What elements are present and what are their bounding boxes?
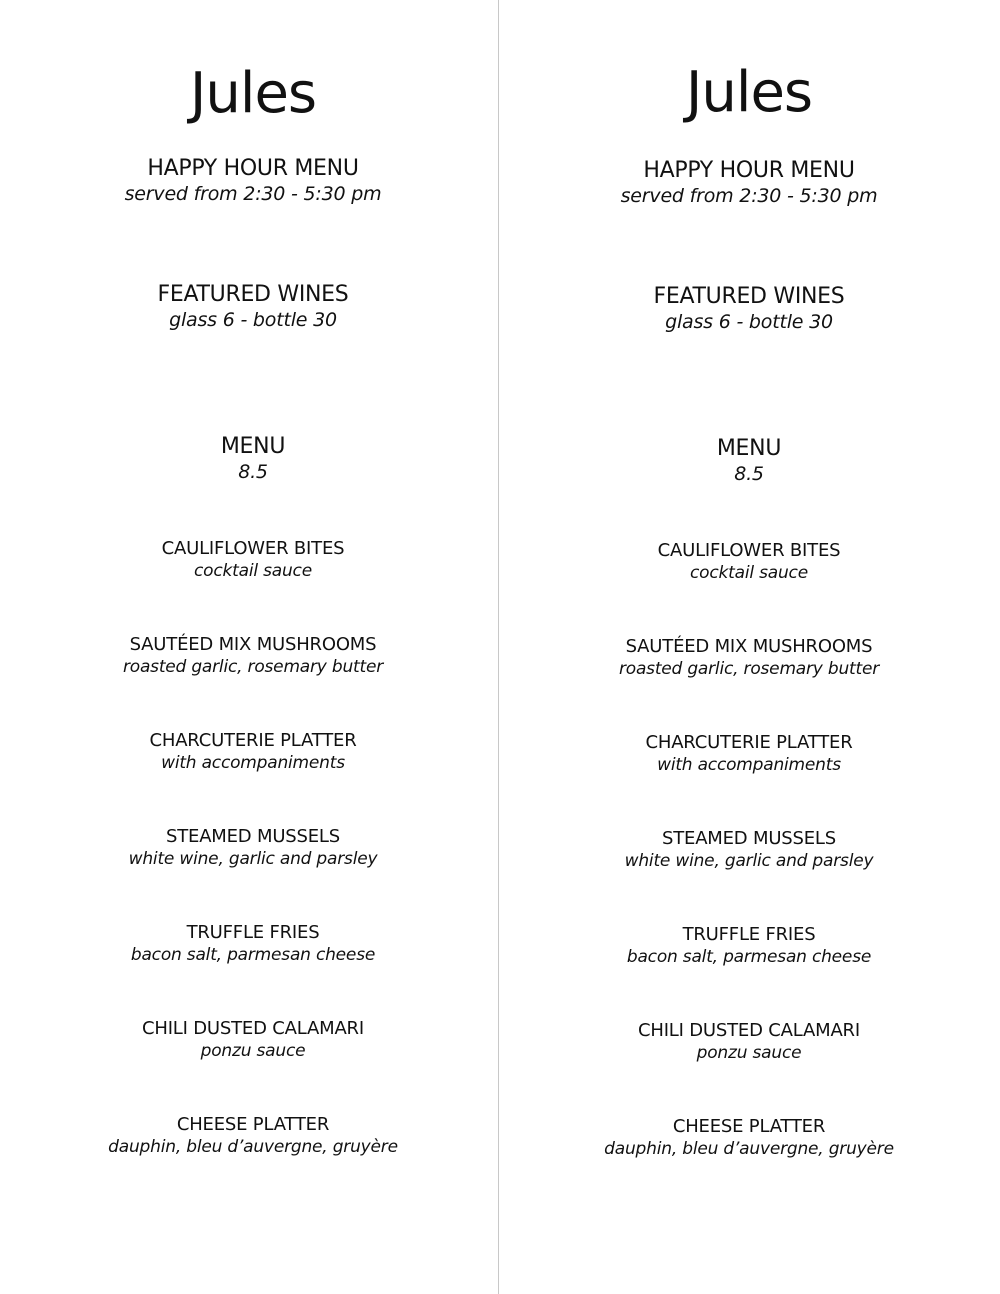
menu-item-name: CAULIFLOWER BITES <box>161 538 345 559</box>
menu-item-name: SAUTÉED MIX MUSHROOMS <box>625 636 873 657</box>
menu-item <box>500 924 998 968</box>
happy-hour-title: HAPPY HOUR MENU <box>147 156 359 181</box>
restaurant-name: Jules <box>189 61 317 126</box>
menu-item <box>4 1114 502 1158</box>
menu-title: MENU <box>716 436 782 461</box>
menu-item-name: TRUFFLE FRIES <box>186 922 320 943</box>
menu-item-description: roasted garlic, rosemary butter <box>618 659 880 679</box>
menu-item-name: CHILI DUSTED CALAMARI <box>142 1018 364 1039</box>
menu-item <box>4 922 502 966</box>
menu-item <box>4 634 502 678</box>
menu-panel-left <box>4 0 502 1294</box>
menu-panel-right <box>500 0 998 1294</box>
menu-item-name: STEAMED MUSSELS <box>166 826 340 847</box>
featured-wines-section <box>4 282 502 332</box>
menu-section-header <box>4 434 502 484</box>
featured-wines-title: FEATURED WINES <box>157 282 349 307</box>
menu-item <box>500 828 998 872</box>
happy-hour-section <box>500 158 998 208</box>
menu-item-description: roasted garlic, rosemary butter <box>122 657 384 677</box>
menu-item-name: CAULIFLOWER BITES <box>657 540 841 561</box>
menu-item <box>4 1018 502 1062</box>
menu-item-name: CHARCUTERIE PLATTER <box>149 730 357 751</box>
menu-item <box>500 636 998 680</box>
menu-item-description: ponzu sauce <box>696 1043 802 1063</box>
menu-item <box>500 732 998 776</box>
menu-item-description: cocktail sauce <box>194 561 312 581</box>
menu-item <box>500 540 998 584</box>
featured-wines-price: glass 6 - bottle 30 <box>169 309 337 331</box>
menu-item <box>4 538 502 582</box>
menu-item-name: CHILI DUSTED CALAMARI <box>638 1020 860 1041</box>
menu-item-name: TRUFFLE FRIES <box>682 924 816 945</box>
menu-item <box>500 1116 998 1160</box>
menu-item-description: bacon salt, parmesan cheese <box>626 947 872 967</box>
menu-item-description: cocktail sauce <box>690 563 808 583</box>
menu-item-description: dauphin, bleu d’auvergne, gruyère <box>604 1139 894 1159</box>
menu-item-description: dauphin, bleu d’auvergne, gruyère <box>108 1137 398 1157</box>
featured-wines-price: glass 6 - bottle 30 <box>665 311 833 333</box>
menu-item-description: bacon salt, parmesan cheese <box>130 945 376 965</box>
happy-hour-hours: served from 2:30 - 5:30 pm <box>124 183 382 205</box>
menu-item-description: white wine, garlic and parsley <box>128 849 378 869</box>
menu-item-description: ponzu sauce <box>200 1041 306 1061</box>
featured-wines-section <box>500 284 998 334</box>
menu-price: 8.5 <box>238 461 268 483</box>
menu-item <box>4 730 502 774</box>
happy-hour-hours: served from 2:30 - 5:30 pm <box>620 185 878 207</box>
menu-section-header <box>500 436 998 486</box>
restaurant-name: Jules <box>685 60 813 125</box>
happy-hour-title: HAPPY HOUR MENU <box>643 158 855 183</box>
menu-item-description: with accompaniments <box>657 755 841 775</box>
menu-title: MENU <box>220 434 286 459</box>
menu-item-description: white wine, garlic and parsley <box>624 851 874 871</box>
featured-wines-title: FEATURED WINES <box>653 284 845 309</box>
happy-hour-section <box>4 156 502 206</box>
menu-item <box>4 826 502 870</box>
menu-item-name: CHARCUTERIE PLATTER <box>645 732 853 753</box>
menu-item-name: STEAMED MUSSELS <box>662 828 836 849</box>
menu-price: 8.5 <box>734 463 764 485</box>
menu-item-name: CHEESE PLATTER <box>672 1116 826 1137</box>
menu-item-name: SAUTÉED MIX MUSHROOMS <box>129 634 377 655</box>
menu-item-description: with accompaniments <box>161 753 345 773</box>
menu-item <box>500 1020 998 1064</box>
menu-item-name: CHEESE PLATTER <box>176 1114 330 1135</box>
